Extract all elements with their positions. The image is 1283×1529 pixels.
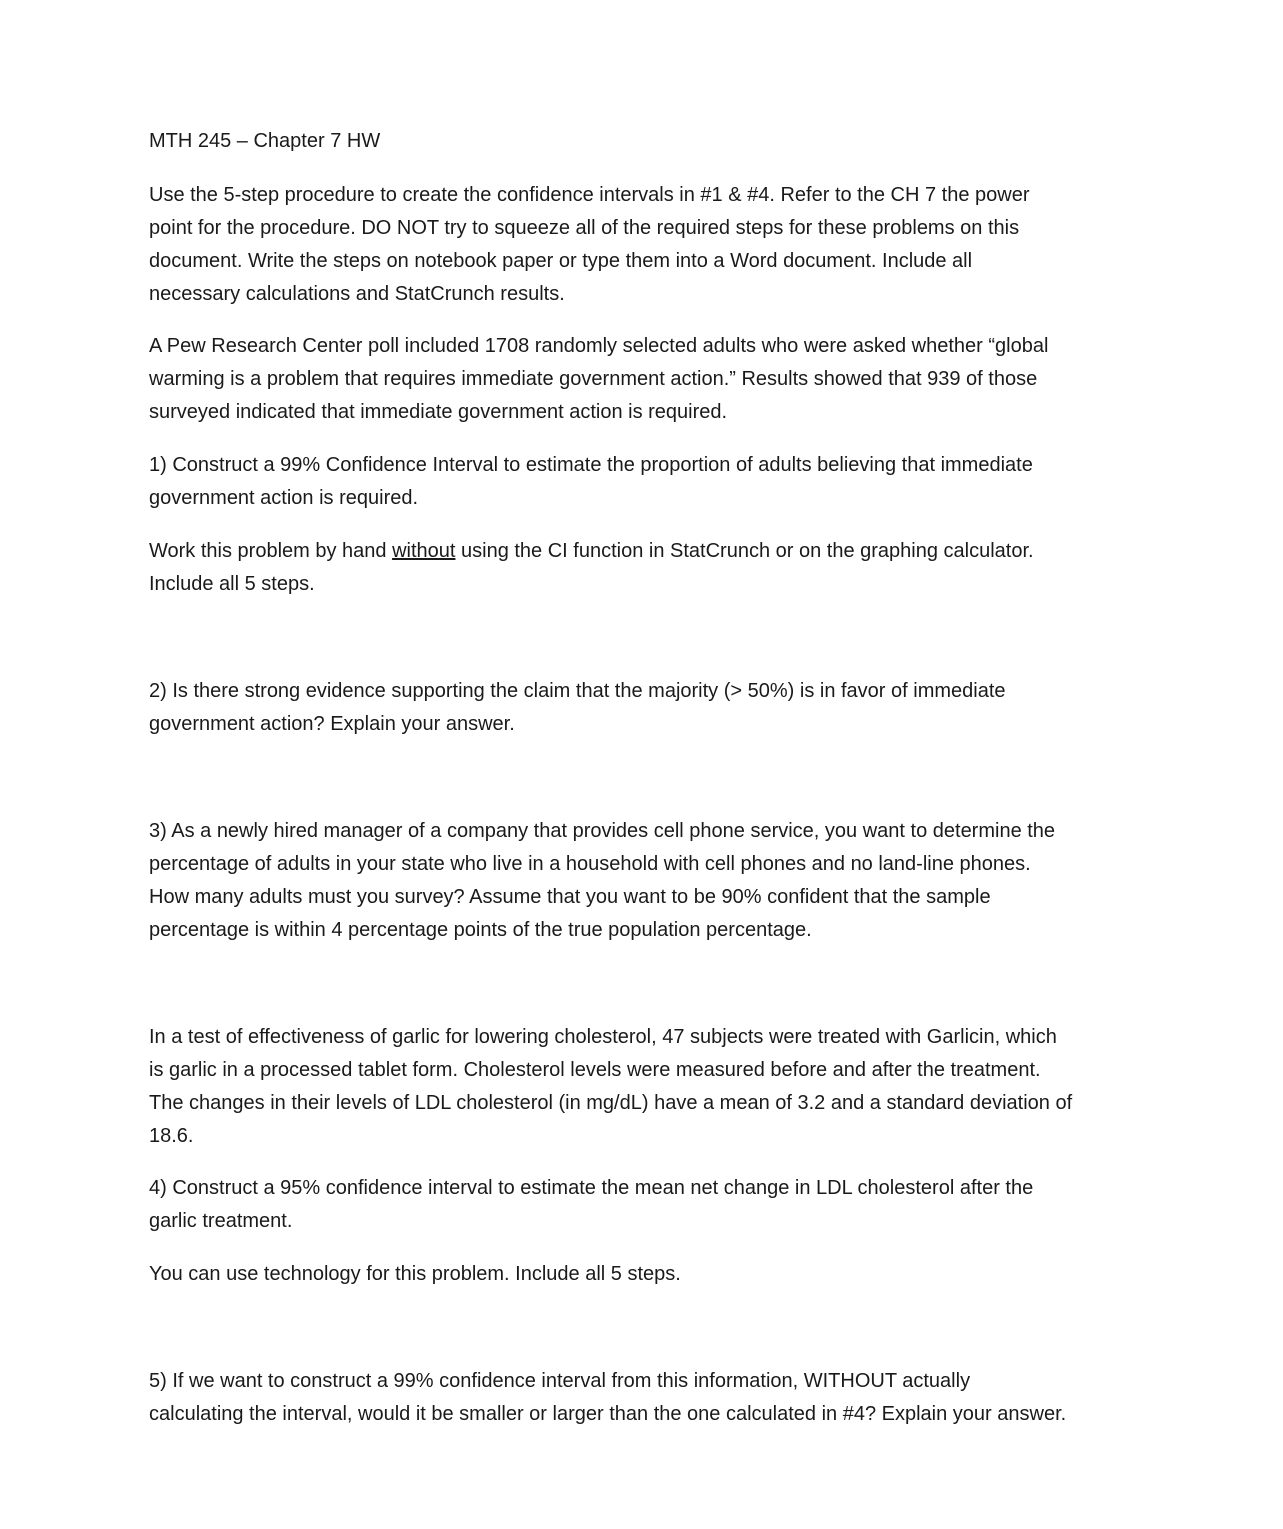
question-4-note: You can use technology for this problem. Include all 5 steps. [149, 1263, 681, 1285]
question-1-note-after: using the CI function in StatCrunch or on the graphing calculator. Include all 5 steps. [149, 540, 1034, 595]
document-title: MTH 245 – Chapter 7 HW [149, 130, 381, 152]
question-4: 4) Construct a 95% confidence interval to estimate the mean net change in LDL cholesterol after the garlic treatment. [149, 1177, 1034, 1232]
scenario-2-paragraph: In a test of effectiveness of garlic for lowering cholesterol, 47 subjects were treated with Garlicin, which is garlic in a processed tablet form. Cholesterol levels were measured before and after the treatment. The changes in their levels of LDL cholesterol (in mg/dL) have a mean of 3.2 and a standard deviation of 18.6. [149, 1026, 1073, 1147]
question-1-note-underlined: without [392, 540, 456, 562]
scenario-1-paragraph: A Pew Research Center poll included 1708 randomly selected adults who were asked whether “global warming is a problem that requires immediate government action.” Results showed that 939 of those surveyed indicated that immediate government action is required. [149, 335, 1049, 423]
question-1-note-before: Work this problem by hand [149, 540, 393, 562]
question-1-note [149, 535, 1139, 601]
question-5: 5) If we want to construct a 99% confidence interval from this information, WITHOUT actually calculating the interval, would it be smaller or larger than the one calculated in #4? Explain your answer. [149, 1370, 1067, 1425]
question-1: 1) Construct a 99% Confidence Interval to estimate the proportion of adults believing that immediate government action is required. [149, 454, 1033, 509]
question-2: 2) Is there strong evidence supporting the claim that the majority (> 50%) is in favor of immediate government action? Explain your answer. [149, 680, 1006, 735]
question-3: 3) As a newly hired manager of a company that provides cell phone service, you want to determine the percentage of adults in your state who live in a household with cell phones and no land-line phones. How many adults must you survey? Assume that you want to be 90% confident that the sample percentage is within 4 percentage points of the true population percentage. [149, 820, 1056, 941]
instructions-paragraph: Use the 5-step procedure to create the confidence intervals in #1 & #4. Refer to the CH 7 the power point for the procedure. DO NOT try to squeeze all of the required steps for these problems on this document. Write the steps on notebook paper or type them into a Word document. Include all necessary calculations and StatCrunch results. [149, 184, 1030, 305]
